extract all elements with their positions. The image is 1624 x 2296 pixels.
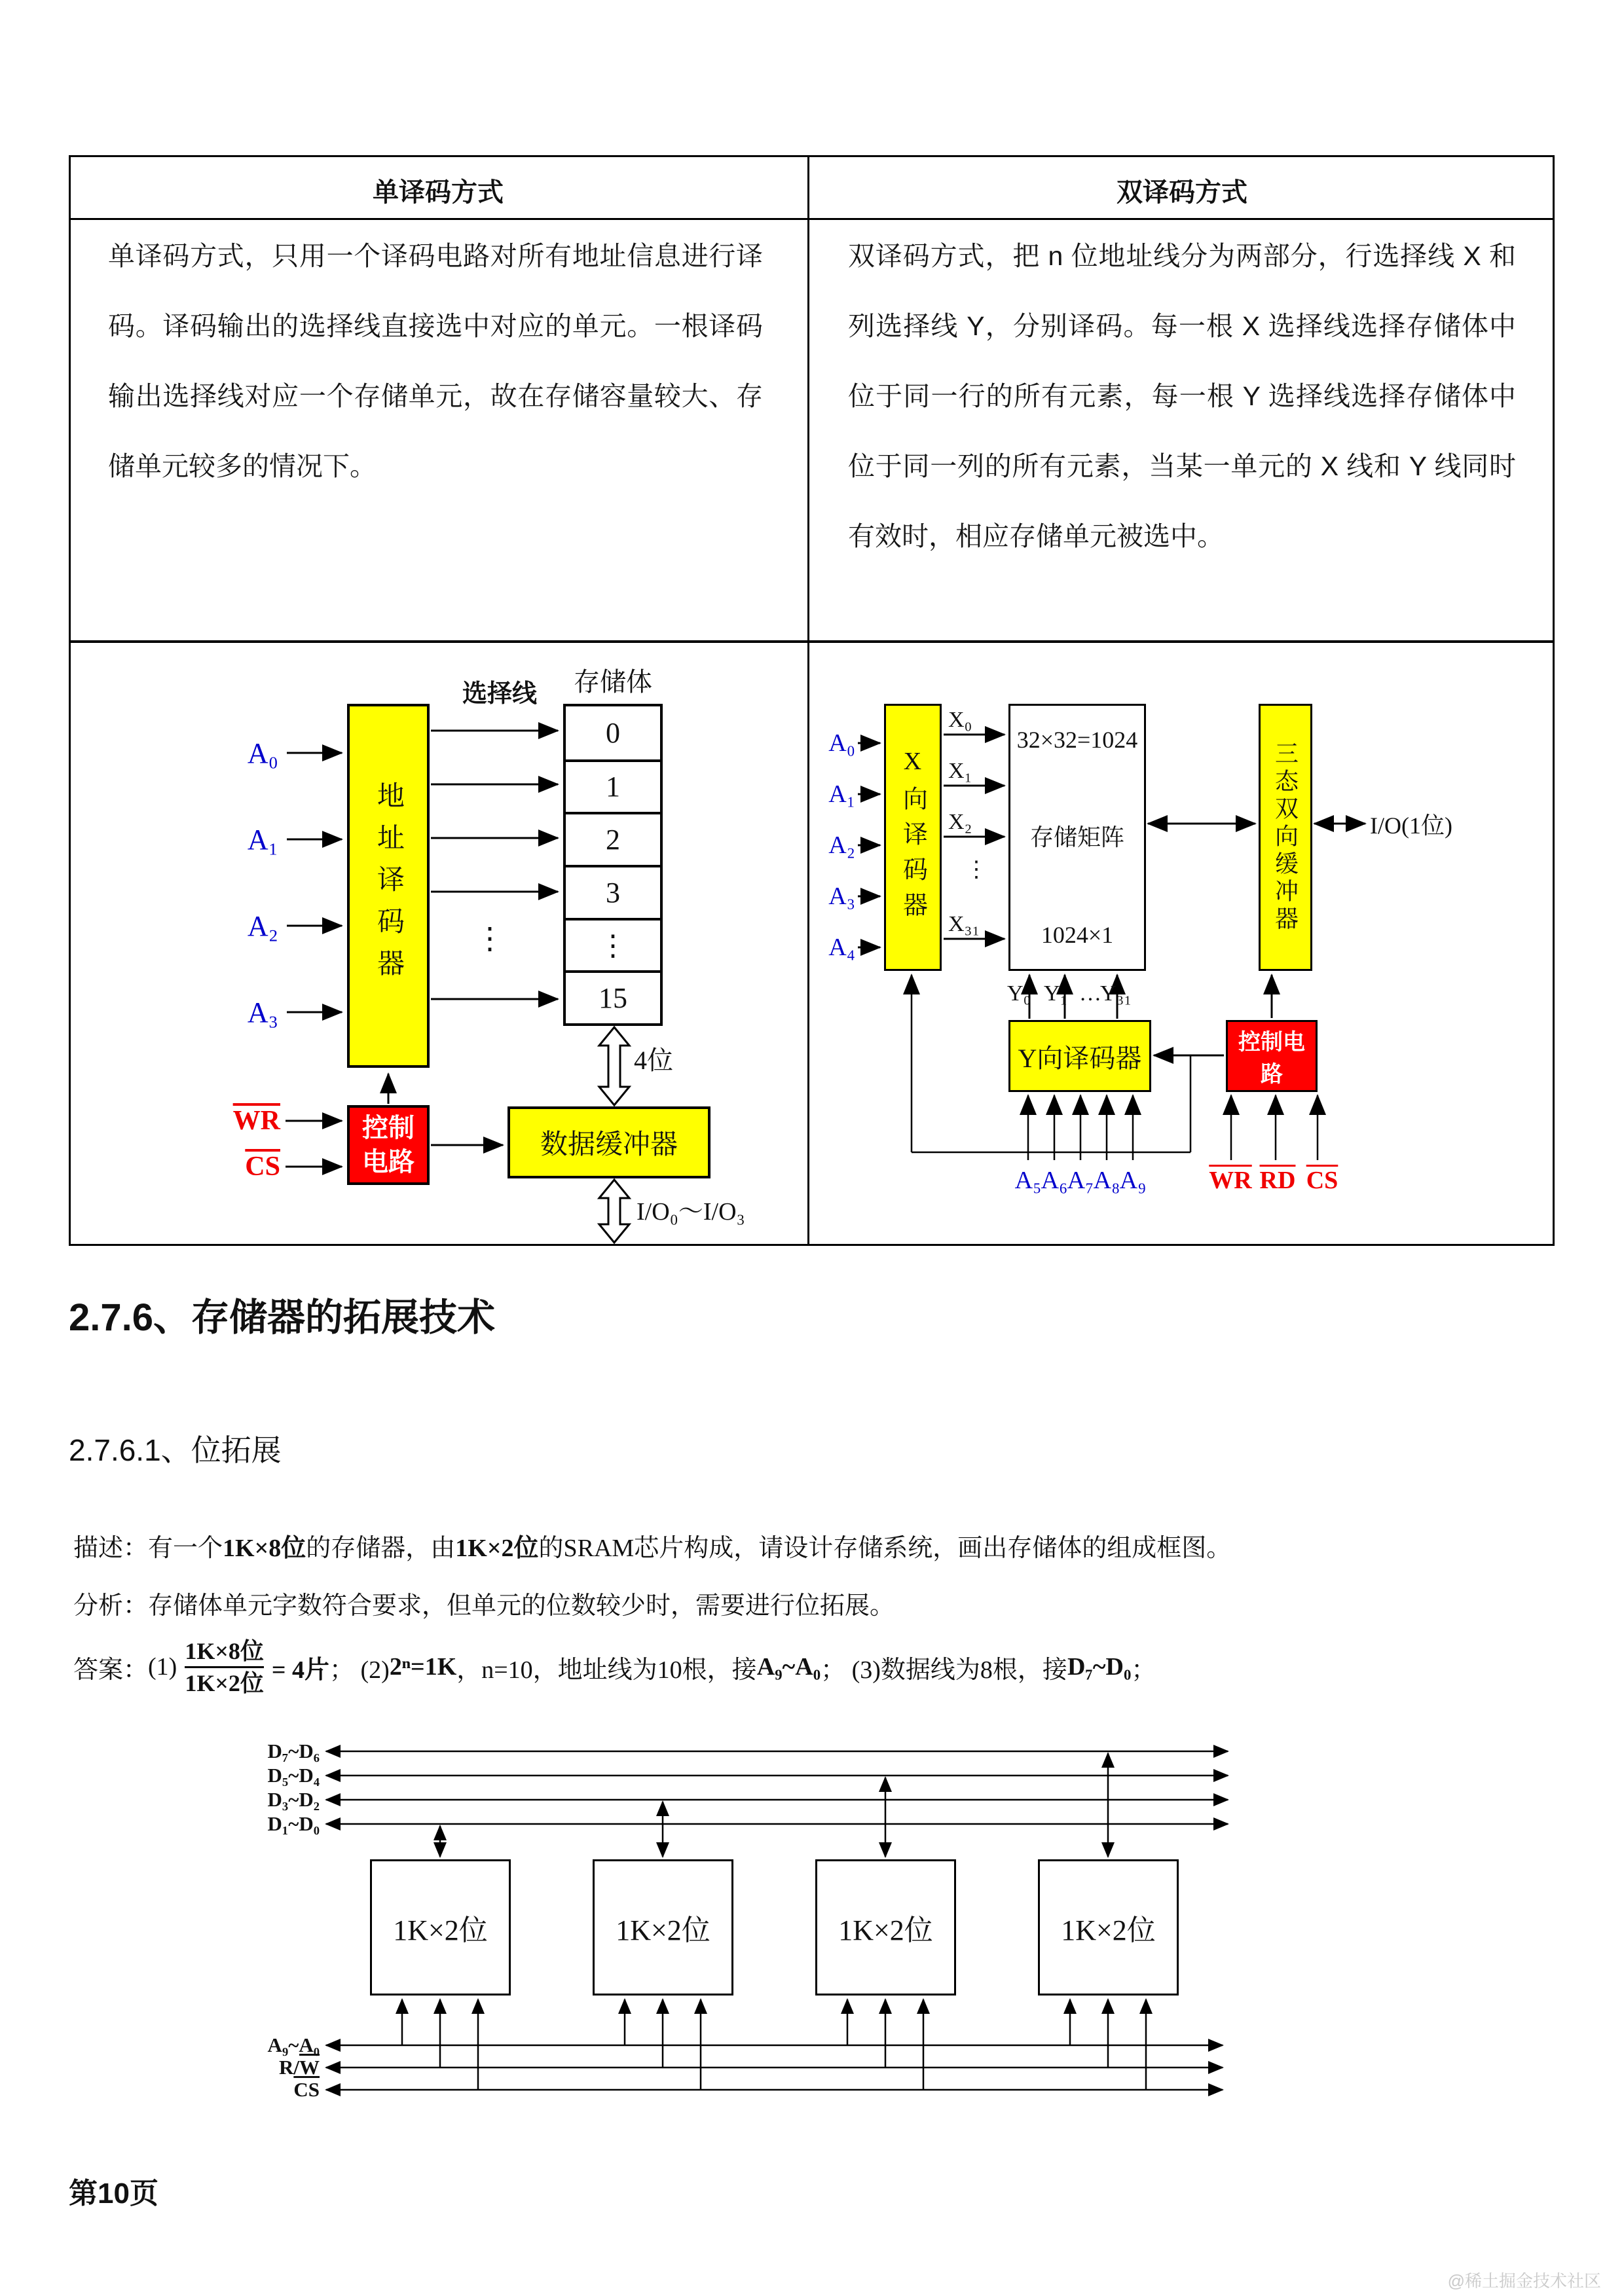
line-label: 描述： xyxy=(73,1534,149,1562)
x-address-input-a4: A₄ xyxy=(828,934,855,961)
text-segment: 有一个 xyxy=(148,1534,223,1562)
text-segment: ； (2) xyxy=(329,1656,390,1684)
section-heading: 2.7.6、存储器的拓展技术 xyxy=(69,1296,495,1339)
control-circuit-label-line1: 控制 xyxy=(362,1113,415,1142)
fraction-denominator: 1K×2位 xyxy=(185,1666,264,1698)
tristate-buffer-box xyxy=(1259,704,1312,971)
data-bus-label-1: D₅~D₄ xyxy=(267,1764,320,1787)
address-bus-label: A₉~A₀ xyxy=(267,2033,320,2056)
x-address-input-a3: A₃ xyxy=(828,883,855,910)
x-line-label-3: ⋮ xyxy=(965,858,987,882)
text-segment: ，n=10，地址线为10根，接 xyxy=(456,1656,757,1684)
memory-bank-title: 存储体 xyxy=(574,666,652,697)
control-circuit-label-line2: 电路 xyxy=(362,1147,415,1176)
y-line-label-0: Y₀ xyxy=(1007,981,1031,1006)
bits-width-label: 4位 xyxy=(634,1045,673,1075)
memory-cell-5: 15 xyxy=(566,970,660,1023)
double-decode-description: 双译码方式，把 n 位地址线分为两部分，行选择线 X 和列选择线 Y，分别译码。每一根 X 选择线选择存储体中位于同一行的所有元素，每一根 Y 选择线选择存储体中位于同一列的所有元素，当某一单元的 X 线和 Y 线同时有效时，相应存储单元被选中。 xyxy=(848,241,1516,551)
sram-chip-2: 1K×2位 xyxy=(593,1859,733,1995)
control-circuit-box xyxy=(347,1105,430,1185)
table-header-divider xyxy=(69,218,1555,220)
address-input-a0: A₀ xyxy=(247,737,278,769)
io-range-label: I/O₀～I/O₃ xyxy=(637,1197,745,1226)
storage-matrix-box xyxy=(1008,704,1146,971)
write-bar: $\overline{W}$ xyxy=(299,2056,320,2079)
y-address-input-a9: A₉ xyxy=(1119,1167,1147,1194)
y-address-input-a8: A₈ xyxy=(1093,1167,1120,1194)
page-number: 第10页 xyxy=(69,2178,158,2210)
x-address-input-a1: A₁ xyxy=(828,780,855,808)
sram-chip-4: 1K×2位 xyxy=(1038,1859,1179,1995)
x-line-label-0: X₀ xyxy=(948,708,972,732)
single-decode-description: 单译码方式，只用一个译码电路对所有地址信息进行译码。译码输出的选择线直接选中对应的单元。一根译码输出选择线对应一个存储单元，故在存储容量较大、存储单元较多的情况下。 xyxy=(108,241,763,481)
control-signal-wr: $\overline{WR}$ xyxy=(1209,1167,1252,1194)
chip-select-bar: $\overline{CS}$ xyxy=(293,2078,320,2101)
y-decoder-box: Y向译码器 xyxy=(1008,1020,1151,1092)
watermark: @稀土掘金技术社区 xyxy=(1447,2270,1601,2291)
tristate-buffer-label: 三态双向缓冲器 xyxy=(1272,741,1299,934)
memory-cell-3: 3 xyxy=(566,865,660,918)
y-line-label-3: Y₃₁ xyxy=(1100,981,1132,1006)
memory-cell-1: 1 xyxy=(566,759,660,812)
address-input-a2: A₂ xyxy=(247,909,278,942)
x-line-label-4: X₃₁ xyxy=(948,912,980,936)
text-segment: 1K×8位 xyxy=(223,1534,306,1562)
table-row-divider xyxy=(69,640,1555,643)
x-line-label-2: X₂ xyxy=(948,810,972,834)
table-header-double-decode: 双译码方式 xyxy=(1116,178,1247,207)
vertical-dots: ⋮ xyxy=(475,922,505,955)
address-decoder-label: 地址译码器 xyxy=(373,781,403,991)
x-decoder-label: X向译码器 xyxy=(898,748,927,927)
storage-matrix-text-2: 存储矩阵 xyxy=(1029,824,1124,850)
fraction-numerator: 1K×8位 xyxy=(185,1637,264,1664)
table-header-single-decode: 单译码方式 xyxy=(373,178,504,207)
text-segment: = 4片 xyxy=(271,1656,330,1684)
control-signal-cs: $\overline{CS}$ xyxy=(1306,1167,1338,1194)
table-column-divider xyxy=(807,155,809,1246)
x-decoder-box xyxy=(884,704,942,971)
x-line-label-1: X₁ xyxy=(948,759,972,783)
data-bus-label-0: D₇~D₆ xyxy=(267,1740,320,1762)
y-address-input-a6: A₆ xyxy=(1041,1167,1068,1194)
memory-cell-0: 0 xyxy=(606,716,620,749)
control-circuit-box-right: 控制电路 xyxy=(1226,1020,1318,1092)
data-buffer-box: 数据缓冲器 xyxy=(507,1106,710,1178)
line-label: 分析： xyxy=(73,1592,149,1620)
select-line-label: 选择线 xyxy=(462,680,537,708)
text-segment: 存储体单元字数符合要求，但单元的位数较少时，需要进行位拓展。 xyxy=(148,1592,895,1620)
subsection-heading: 2.7.6.1、位拓展 xyxy=(69,1433,282,1467)
address-input-a3: A₃ xyxy=(247,996,278,1029)
storage-matrix-text-3: 1024×1 xyxy=(1041,922,1114,948)
read-write-prefix: R/ xyxy=(279,2056,299,2079)
storage-matrix-text-1: 32×32=1024 xyxy=(1016,727,1138,753)
text-segment: A₉~A₀ xyxy=(756,1653,821,1681)
x-address-input-a2: A₂ xyxy=(828,831,855,859)
text-segment: 2ⁿ=1K xyxy=(389,1653,457,1681)
memory-cell-2: 2 xyxy=(566,812,660,865)
sram-chip-3: 1K×2位 xyxy=(815,1859,956,1995)
cs-signal-label: $\overline{CS}$ xyxy=(245,1152,280,1182)
text-segment: D₇~D₀ xyxy=(1067,1653,1132,1681)
fraction xyxy=(185,1636,264,1698)
address-decoder-box xyxy=(347,704,430,1068)
text-segment: 1K×2位 xyxy=(455,1534,539,1562)
y-address-input-a5: A₅ xyxy=(1014,1167,1042,1194)
data-bus-label-2: D₃~D₂ xyxy=(267,1788,320,1811)
analysis-line xyxy=(73,1584,895,1621)
memory-bank-box xyxy=(563,704,663,1026)
chip-select-label xyxy=(228,2076,320,2104)
text-segment: ； xyxy=(1131,1656,1156,1684)
text-segment: 的SRAM芯片构成，请设计存储系统，画出存储体的组成框图。 xyxy=(538,1534,1232,1562)
address-input-a1: A₁ xyxy=(247,823,278,856)
text-segment: 的存储器，由 xyxy=(306,1534,456,1562)
data-bus-label-3: D₁~D₀ xyxy=(267,1812,320,1835)
y-address-input-a7: A₇ xyxy=(1067,1167,1094,1194)
y-line-label-2: … xyxy=(1079,981,1101,1006)
wr-signal-label: $\overline{WR}$ xyxy=(232,1106,280,1136)
control-signal-rd: $\overline{RD}$ xyxy=(1259,1167,1296,1194)
answer-line xyxy=(73,1622,1156,1711)
memory-cell-4: ⋮ xyxy=(566,918,660,971)
text-segment: ； (3)数据线为8根，接 xyxy=(821,1656,1067,1684)
line-label: 答案： xyxy=(73,1656,149,1684)
y-line-label-1: Y₁ xyxy=(1044,981,1068,1006)
text-segment: (1) xyxy=(148,1653,177,1681)
description-line xyxy=(73,1527,1231,1563)
io-1bit-label: I/O(1位) xyxy=(1370,812,1452,839)
x-address-input-a0: A₀ xyxy=(828,729,855,757)
sram-chip-1: 1K×2位 xyxy=(370,1859,511,1995)
